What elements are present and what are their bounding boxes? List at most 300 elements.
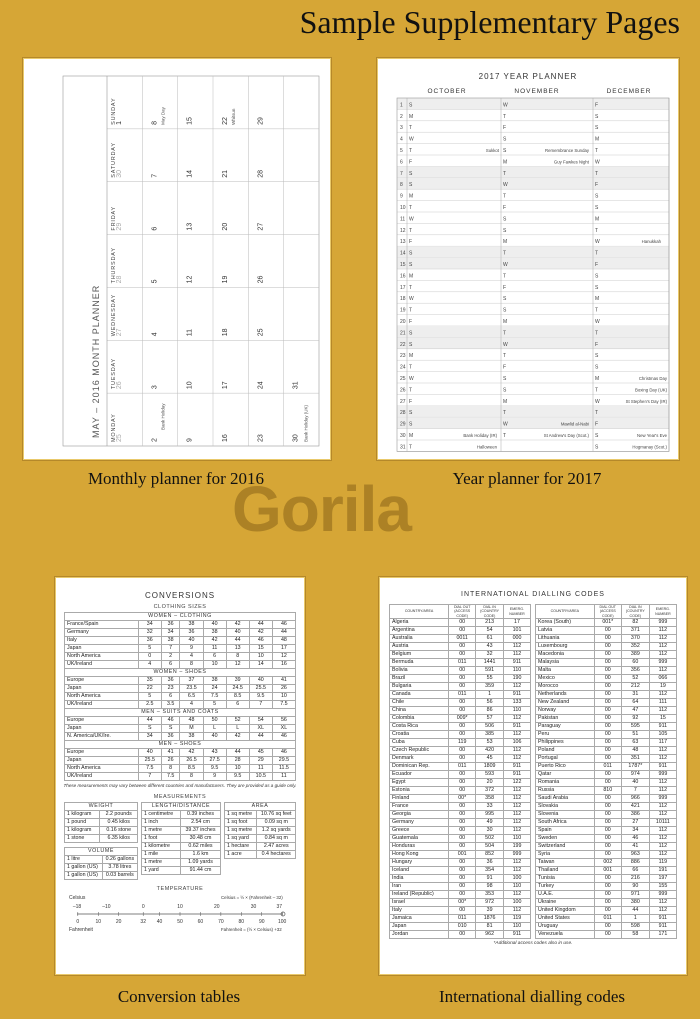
volume-row (65, 856, 138, 864)
dialling-cell: 112 (503, 859, 530, 867)
day-number: 7 (400, 170, 403, 177)
area-row (225, 843, 296, 851)
length-row (142, 811, 221, 819)
weekday-letter: T (503, 410, 507, 417)
women-clothing-cell: 46 (272, 621, 295, 629)
men-suits-cell: 52 (226, 717, 249, 725)
day-number: 10 (400, 205, 406, 211)
dialling-cell: 10111 (649, 819, 676, 827)
date-1-3: 5 (151, 279, 159, 284)
dialling-cell: 56 (476, 699, 504, 707)
dialling-cell: 911 (649, 923, 676, 931)
weekday-letter: M (595, 136, 600, 143)
dialling-cell: 15 (649, 715, 676, 723)
dialling-cell: 1 (476, 691, 504, 699)
day-number: 12 (400, 227, 406, 234)
dialling-title: INTERNATIONAL DIALLING CODES (461, 591, 605, 598)
length-row (142, 859, 221, 867)
dialling-cell: 112 (503, 827, 530, 835)
date-2-6: 15 (186, 117, 194, 125)
men-suits-cell: 40 (203, 733, 226, 741)
dialling-cell: 810 (594, 787, 621, 795)
date-1-4: 6 (151, 226, 159, 231)
women-clothing-cell: 16 (272, 661, 295, 669)
dialling-cell: 44 (621, 907, 649, 915)
women-clothing-cell: 5 (138, 645, 161, 653)
area-row (225, 835, 296, 843)
dialling-cell: 011 (594, 763, 621, 771)
dialling-cell: Qatar (536, 771, 595, 779)
dialling-cell: Czech Republic (390, 747, 449, 755)
area-row (225, 827, 296, 835)
dialling-header: DIAL IN (COUNTRY CODE) (476, 605, 504, 619)
dialling-row (536, 651, 677, 659)
dialling-header: DIAL OUT (ACCESS CODE) (449, 605, 476, 619)
dialling-row (390, 651, 531, 659)
date-4-3: 26 (257, 275, 265, 284)
dialling-cell: 191 (649, 867, 676, 875)
dialling-cell: 359 (476, 683, 504, 691)
dialling-cell: 00 (449, 627, 476, 635)
dialling-cell: 00 (594, 627, 621, 635)
volume-row (65, 872, 138, 880)
day-number: 24 (400, 364, 406, 371)
dialling-cell: South Africa (536, 819, 595, 827)
men-suits-header-row (65, 709, 296, 717)
length-row (142, 851, 221, 859)
women-shoes-cell: 10 (272, 693, 295, 701)
celsius-tick: –10 (102, 904, 111, 910)
dialling-row (536, 659, 677, 667)
dialling-cell: 105 (649, 731, 676, 739)
dialling-row (536, 707, 677, 715)
women-clothing-cell: 8 (180, 661, 203, 669)
men-suits-cell: 42 (226, 733, 249, 741)
women-clothing-cell: 34 (161, 629, 180, 637)
dialling-cell: Malaysia (536, 659, 595, 667)
men-suits-cell: 48 (180, 717, 203, 725)
dialling-row (390, 667, 531, 675)
day-label-thursday: THURSDAY (111, 247, 117, 284)
length-cell: 39.37 inches (180, 827, 220, 835)
women-shoes-cell: 36 (161, 677, 180, 685)
dialling-cell: Argentina (390, 627, 449, 635)
dialling-cell: 00 (594, 843, 621, 851)
dialling-cell: Bolivia (390, 667, 449, 675)
day-number: 3 (400, 125, 403, 132)
dialling-row (390, 779, 531, 787)
month-title: MAY – 2016 MONTH PLANNER (91, 284, 101, 438)
dialling-cell: 00 (594, 795, 621, 803)
day-number: 13 (400, 239, 406, 246)
dialling-cell: 112 (503, 803, 530, 811)
men-suits-cell: 36 (161, 733, 180, 741)
weekday-letter: F (503, 125, 507, 132)
women-clothing-cell: 12 (226, 661, 249, 669)
women-clothing-cell: 4 (138, 661, 161, 669)
dialling-cell: 00 (449, 779, 476, 787)
dialling-row (536, 755, 677, 763)
dialling-cell: Puerto Rico (536, 763, 595, 771)
length-header-row (142, 803, 221, 811)
date-2-5: 14 (186, 169, 194, 178)
dialling-cell: 00 (449, 723, 476, 731)
dialling-cell: 999 (649, 771, 676, 779)
dialling-cell: 911 (649, 723, 676, 731)
dialling-row (390, 851, 531, 859)
women-shoes-cell: 6.5 (180, 693, 203, 701)
area-cell: 0.4 hectares (257, 851, 296, 859)
dialling-cell: 999 (649, 619, 676, 627)
women-shoes-cell: 5 (203, 701, 226, 709)
dialling-cell: 00 (449, 811, 476, 819)
dialling-cell: 112 (649, 747, 676, 755)
men-shoes-cell: 9 (203, 773, 226, 781)
dialling-cell: 911 (503, 723, 530, 731)
day-number: 28 (400, 410, 406, 417)
men-suits-cell: 44 (138, 717, 161, 725)
weekday-letter: T (503, 330, 507, 337)
weekday-letter: F (409, 398, 413, 405)
month-frame (63, 76, 319, 446)
dialling-row (536, 931, 677, 939)
date-0-0: 25 (116, 434, 123, 442)
dialling-row (536, 819, 677, 827)
dialling-row (390, 683, 531, 691)
dialling-cell: 213 (476, 619, 504, 627)
women-clothing-row (65, 621, 296, 629)
dialling-cell: 380 (621, 899, 649, 907)
dialling-cell: Korea (South) (536, 619, 595, 627)
date-2-3: 12 (186, 275, 194, 284)
fahrenheit-tick: 32 (140, 919, 146, 925)
date-5-0: 30 (292, 434, 300, 442)
dialling-cell: 00 (449, 787, 476, 795)
men-suits-cell: 44 (249, 733, 272, 741)
dialling-cell: 199 (503, 843, 530, 851)
dialling-cell: 000 (503, 635, 530, 643)
dialling-row (390, 643, 531, 651)
date-1-6: 8 (151, 120, 159, 125)
women-clothing-cell: 17 (272, 645, 295, 653)
volume-header-row (65, 848, 138, 856)
dialling-cell: 90 (621, 883, 649, 891)
women-clothing-row (65, 637, 296, 645)
dialling-row (536, 699, 677, 707)
dialling-row (536, 739, 677, 747)
dialling-cell: 974 (621, 771, 649, 779)
women-clothing-row (65, 629, 296, 637)
weekday-letter: W (409, 296, 414, 303)
men-shoes-cell: 10.5 (249, 773, 272, 781)
dialling-cell: 00 (594, 651, 621, 659)
celsius-tick: 20 (214, 904, 220, 910)
men-suits-cell: 46 (272, 733, 295, 741)
dialling-cell: 112 (649, 691, 676, 699)
dialling-cell: U.A.E. (536, 891, 595, 899)
dialling-cell: 119 (649, 859, 676, 867)
weekday-letter: W (595, 319, 600, 325)
dialling-cell: 999 (649, 891, 676, 899)
length-cell: 1 kilometre (142, 843, 181, 851)
dialling-row (390, 699, 531, 707)
dialling-cell: 40 (621, 779, 649, 787)
dialling-cell: 1787* (621, 763, 649, 771)
dialling-cell: 00 (594, 715, 621, 723)
dialling-table-right (535, 604, 677, 939)
dialling-header: COUNTRY/AREA (390, 605, 449, 619)
weekday-letter: T (503, 273, 507, 280)
men-shoes-cell: 42 (180, 749, 203, 757)
women-clothing-cell: 6 (203, 653, 226, 661)
dialling-cell: 00* (449, 795, 476, 803)
dialling-row (390, 619, 531, 627)
dialling-cell: 112 (503, 811, 530, 819)
day-number: 6 (400, 159, 403, 166)
dialling-cell: Ireland (Republic) (390, 891, 449, 899)
dialling-cell: 112 (649, 907, 676, 915)
dialling-row (536, 811, 677, 819)
dialling-cell: 00 (594, 667, 621, 675)
area-cell: 1 hectare (225, 843, 257, 851)
dialling-row (536, 619, 677, 627)
length-cell: 30.48 cm (180, 835, 220, 843)
dialling-cell: Ukraine (536, 899, 595, 907)
event-remembrance: Remembrance Sunday (545, 148, 589, 153)
dialling-cell: 911 (649, 763, 676, 771)
men-suits-cell: S (138, 725, 161, 733)
women-clothing-header: WOMEN – CLOTHING (65, 613, 296, 621)
men-shoes-cell: UK/Ireland (65, 773, 139, 781)
dialling-cell: 112 (649, 651, 676, 659)
dialling-cell: 886 (621, 859, 649, 867)
women-clothing-header-row (65, 613, 296, 621)
dialling-row (390, 859, 531, 867)
weekend-band (397, 178, 669, 189)
dialling-cell: 00 (449, 643, 476, 651)
dialling-row (536, 827, 677, 835)
dialling-cell: Israel (390, 899, 449, 907)
dialling-cell: 002 (594, 859, 621, 867)
dialling-header: EMERG. NUMBER (503, 605, 530, 619)
weekend-band (397, 406, 669, 417)
dialling-cell: 011 (449, 915, 476, 923)
dialling-cell: Hong Kong (390, 851, 449, 859)
women-clothing-cell: 42 (226, 621, 249, 629)
dialling-cell: 112 (503, 651, 530, 659)
dialling-row (390, 915, 531, 923)
dialling-cell: 011 (449, 691, 476, 699)
women-clothing-cell: 34 (138, 621, 161, 629)
dialling-row (390, 931, 531, 939)
dialling-cell: 17 (503, 619, 530, 627)
weight-table (64, 802, 138, 843)
women-clothing-cell: 44 (272, 629, 295, 637)
clothing-note: These measurements may vary between different countries and manufacturers. They are provided as a guide only. (63, 783, 297, 788)
event-hanukkah: Hanukkah (641, 239, 661, 245)
dialling-cell: 27 (621, 819, 649, 827)
dialling-cell: Iran (390, 883, 449, 891)
dialling-row (536, 803, 677, 811)
event-bank-holiday: Bank Holiday (160, 403, 166, 430)
women-clothing-row (65, 653, 296, 661)
women-shoes-cell: 7.5 (272, 701, 295, 709)
weight-cell: 1 kilogram (65, 811, 100, 819)
weekday-letter: M (409, 433, 414, 439)
day-number: 2 (400, 113, 403, 120)
dialling-cell: 595 (621, 723, 649, 731)
men-suits-cell: L (226, 725, 249, 733)
women-clothing-cell: 7 (161, 645, 180, 653)
dialling-cell: Bermuda (390, 659, 449, 667)
length-cell: 1 metre (142, 859, 181, 867)
dialling-cell: 112 (503, 715, 530, 723)
weekday-letter: S (409, 250, 413, 257)
dialling-cell: 00 (594, 691, 621, 699)
dialling-row (390, 747, 531, 755)
women-clothing-cell: 48 (272, 637, 295, 645)
dialling-cell: 911 (503, 931, 530, 939)
dialling-cell: Norway (536, 707, 595, 715)
dialling-row (390, 739, 531, 747)
volume-header: VOLUME (65, 848, 138, 856)
dialling-cell: 34 (621, 827, 649, 835)
dialling-cell: India (390, 875, 449, 883)
dialling-cell: 1809 (476, 763, 504, 771)
dialling-row (390, 635, 531, 643)
dialling-cell: United Kingdom (536, 907, 595, 915)
dialling-cell: 00 (594, 891, 621, 899)
dialling-cell: 61 (476, 635, 504, 643)
dialling-cell: 999 (649, 659, 676, 667)
dialling-row (536, 715, 677, 723)
dialling-row (390, 675, 531, 683)
dialling-cell: Netherlands (536, 691, 595, 699)
dialling-row (390, 627, 531, 635)
weekday-letter: F (595, 341, 599, 348)
length-cell: 0.39 inches (180, 811, 220, 819)
celsius-tick: 30 (250, 904, 257, 910)
dialling-cell: Lithuania (536, 635, 595, 643)
men-shoes-cell: 11 (249, 765, 272, 773)
dialling-cell: 112 (503, 643, 530, 651)
dialling-cell: 64 (621, 699, 649, 707)
women-clothing-cell: 4 (180, 653, 203, 661)
weekday-letter: W (503, 262, 508, 268)
women-clothing-cell: 12 (272, 653, 295, 661)
weight-row (65, 835, 138, 843)
dialling-cell: 112 (503, 731, 530, 739)
men-shoes-cell: 7.5 (138, 765, 161, 773)
dialling-cell: 100 (503, 875, 530, 883)
dialling-row (536, 723, 677, 731)
dialling-cell: 112 (503, 747, 530, 755)
length-row (142, 843, 221, 851)
date-3-2: 18 (222, 328, 229, 337)
day-number: 30 (400, 433, 406, 439)
dialling-cell: 00 (594, 659, 621, 667)
women-clothing-cell: 40 (180, 637, 203, 645)
weekday-letter: S (595, 193, 599, 200)
celsius-label: Celsius (69, 895, 86, 901)
dialling-cell: 212 (621, 683, 649, 691)
dialling-row (390, 923, 531, 931)
weekday-letter: M (595, 296, 600, 303)
area-table (224, 802, 296, 859)
weekday-letter: F (595, 102, 599, 109)
weekday-letter: S (595, 353, 599, 360)
dialling-caption: International dialling codes (439, 987, 625, 1006)
date-2-1: 10 (186, 381, 194, 390)
dialling-cell: 112 (649, 827, 676, 835)
weight-header: WEIGHT (65, 803, 138, 811)
dialling-header: COUNTRY/AREA (536, 605, 595, 619)
length-row (142, 835, 221, 843)
page-title: Sample Supplementary Pages (299, 4, 680, 40)
weekday-letter: W (409, 216, 414, 223)
dialling-cell: Tunisia (536, 875, 595, 883)
dialling-cell: Pakistan (536, 715, 595, 723)
dialling-cell: 112 (649, 755, 676, 763)
dialling-cell: Hungary (390, 859, 449, 867)
men-shoes-cell: 10 (226, 765, 249, 773)
date-4-6: 29 (257, 117, 265, 125)
dialling-cell: 30 (476, 827, 504, 835)
women-shoes-cell: 2.5 (138, 701, 161, 709)
celsius-tick: 37 (276, 904, 283, 910)
dialling-cell: 011 (594, 915, 621, 923)
weight-cell: 0.45 kilos (100, 819, 138, 827)
women-clothing-cell: 36 (180, 629, 203, 637)
volume-row (65, 864, 138, 872)
area-cell: 1 sq metre (225, 811, 257, 819)
dialling-cell: 00 (449, 875, 476, 883)
weekday-letter: T (503, 113, 507, 120)
weekday-letter: T (409, 205, 413, 211)
women-clothing-cell: Japan (65, 645, 139, 653)
fahrenheit-tick: 60 (197, 919, 204, 925)
date-1-0: 2 (151, 438, 159, 442)
men-shoes-cell: 26 (161, 757, 180, 765)
dialling-cell: 19 (649, 683, 676, 691)
dialling-cell: 00 (449, 683, 476, 691)
dialling-row (536, 795, 677, 803)
date-4-0: 23 (257, 434, 265, 442)
dialling-cell: 852 (476, 851, 504, 859)
women-clothing-cell: 38 (161, 637, 180, 645)
dialling-cell: 00 (594, 683, 621, 691)
dialling-cell: Austria (390, 643, 449, 651)
length-row (142, 827, 221, 835)
weekday-letter: F (503, 284, 507, 291)
men-shoes-cell: 28 (226, 757, 249, 765)
temperature-title: TEMPERATURE (156, 886, 204, 892)
dialling-row (536, 627, 677, 635)
men-shoes-cell: 40 (138, 749, 161, 757)
dialling-row (390, 707, 531, 715)
weekday-letter: S (503, 376, 507, 382)
dialling-cell: 190 (503, 675, 530, 683)
men-shoes-row (65, 765, 296, 773)
dialling-cell: 00 (594, 899, 621, 907)
dialling-cell: 112 (503, 683, 530, 691)
dialling-row (536, 835, 677, 843)
brand-watermark: Gorila (232, 473, 411, 545)
dialling-cell: 155 (649, 883, 676, 891)
date-1-2: 4 (151, 332, 159, 337)
dialling-cell: 00 (594, 835, 621, 843)
weekday-letter: F (409, 239, 413, 246)
